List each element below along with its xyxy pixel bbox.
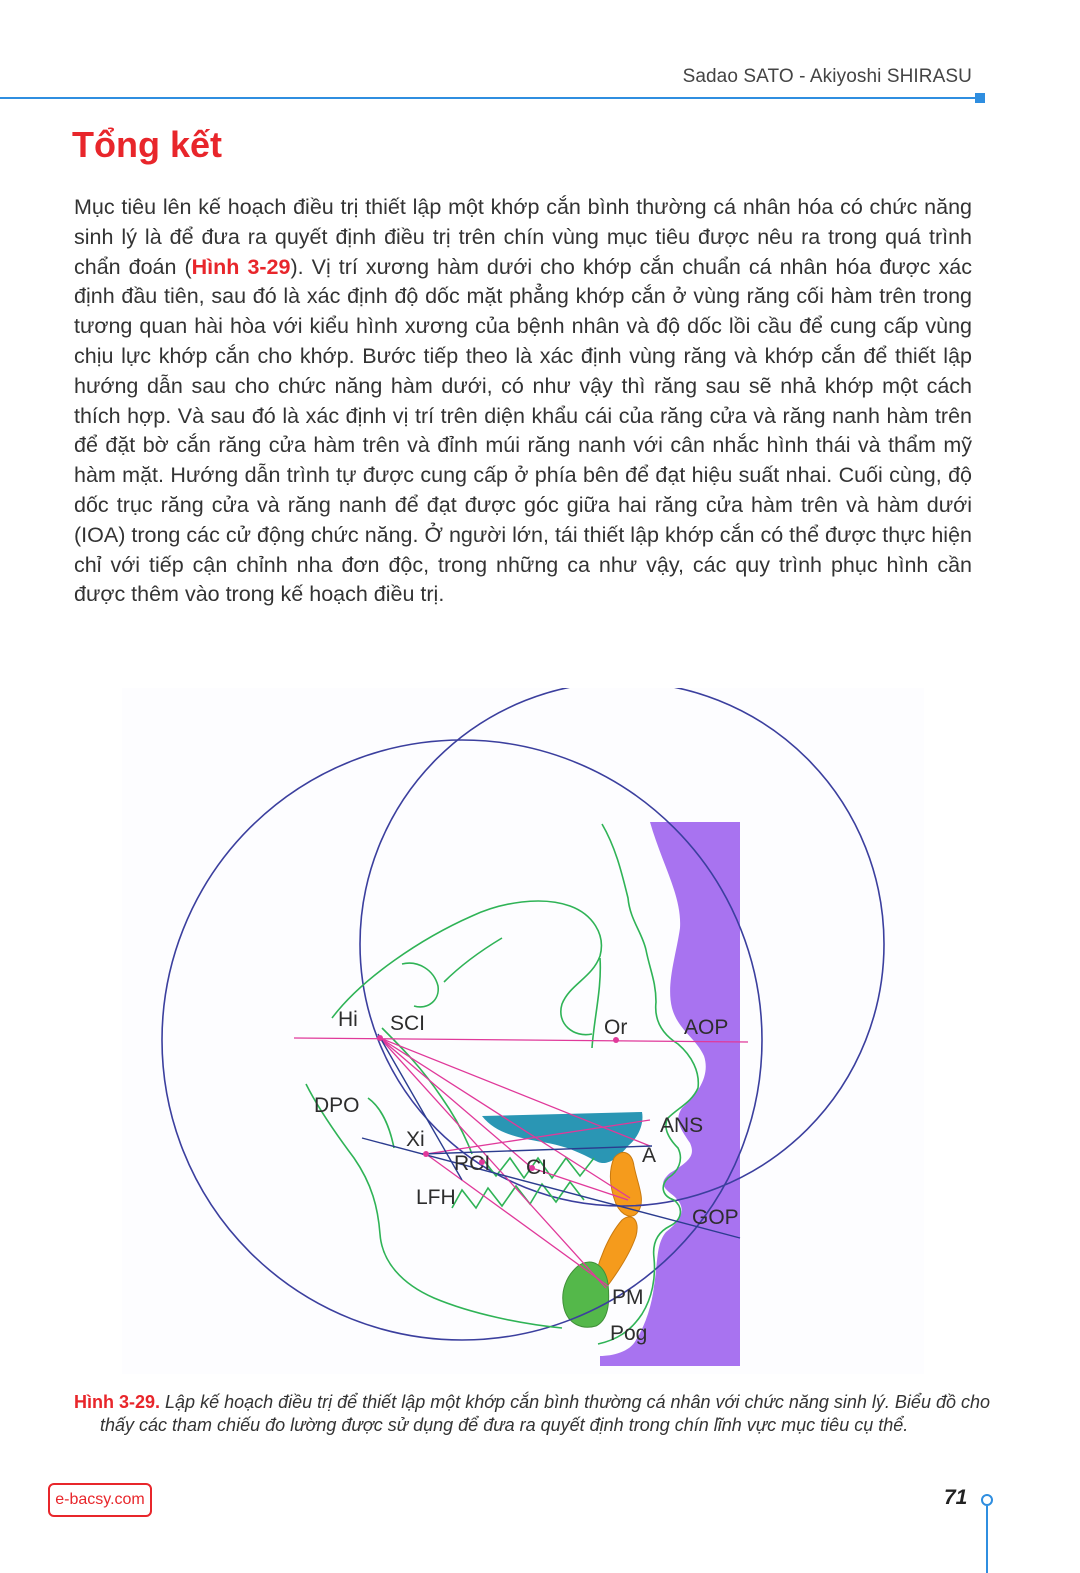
label-hi: Hi	[338, 1008, 358, 1031]
sci-to-pm-line	[380, 1038, 606, 1288]
xi-point	[423, 1151, 429, 1157]
header-square	[975, 93, 985, 103]
cephalometric-diagram	[122, 688, 924, 1374]
sci-point	[377, 1035, 383, 1041]
caption-text: Lập kế hoạch điều trị để thiết lập một khớp cắn bình thường cá nhân với chức năng sinh lý. Biểu đồ cho thấy các tham chiếu đo lường được sử dụng để đưa ra quyết định trong chín lĩnh vực mục tiêu cụ thể.	[100, 1392, 990, 1435]
page-number: 71	[944, 1486, 968, 1509]
label-ans: ANS	[660, 1114, 704, 1137]
symphysis	[563, 1262, 609, 1327]
header-author: Sadao SATO - Akiyoshi SHIRASU	[682, 66, 972, 87]
frankfort-line	[294, 1038, 748, 1042]
sella-outline	[402, 963, 438, 1007]
figure-reference[interactable]: Hình 3-29	[191, 254, 291, 279]
pterygoid-outline	[382, 1028, 472, 1154]
footer-circle	[981, 1494, 993, 1506]
label-gop: GOP	[692, 1206, 739, 1229]
body-text-end: ). Vị trí xương hàm dưới cho khớp cắn chuẩn cá nhân hóa được xác định đầu tiên, sau đó là xác định độ dốc mặt phẳng khớp cắn ở vùng răng cối hàm trên trong tương quan hài hòa với kiểu hình xương của bệnh nhân và độ dốc lồi cầu để cung cấp vùng chịu lực khớp cắn cho khớp. Bước tiếp theo là xác định vùng răng và khớp cắn để thiết lập hướng dẫn sau cho chức năng hàm dưới, có như vậy thì răng sau sẽ nhả khớp một cách thích hợp. Và sau đó là xác định vị trí trên diện khẩu cái của răng cửa và răng nanh hàm trên để đặt bờ cắn răng cửa hàm trên và đỉnh múi răng nanh với cân nhắc hình thái và thẩm mỹ hàm mặt. Hướng dẫn trình tự được cung cấp ở phía bên để đạt hiệu suất nhai. Cuối cùng, độ dốc trục răng cửa và răng nanh để đạt được góc giữa hai răng cửa hàm trên và hàm dưới (IOA) trong các cử động chức năng. Ở người lớn, tái thiết lập khớp cắn có thể được thực hiện chỉ với tiếp cận chỉnh nha đơn độc, trong những ca như vậy, các quy trình phục hình cần được thêm vào trong kế hoạch điều trị.	[74, 254, 973, 607]
figure-caption	[74, 1391, 998, 1437]
label-xi: Xi	[406, 1128, 425, 1151]
skeletal-tracing	[306, 824, 698, 1344]
figure	[122, 688, 924, 1374]
label-or: Or	[604, 1016, 628, 1039]
header-rule	[0, 97, 978, 99]
nasal-outline	[444, 938, 502, 982]
orbit-outline	[592, 958, 600, 1048]
lower-dentition	[452, 1182, 584, 1208]
cranium-outline	[332, 901, 601, 1035]
label-a: A	[642, 1144, 657, 1167]
axis-line	[378, 1034, 462, 1180]
label-ci: CI	[526, 1156, 547, 1179]
label-dpo: DPO	[314, 1094, 360, 1117]
footer-line	[986, 1506, 988, 1573]
body-text-start: Mục tiêu lên kế hoạch điều trị thiết lập một khớp cắn bình thường cá nhân hóa có chức năng sinh lý là để đưa ra quyết định điều trị trên chín vùng mục tiêu được nêu ra trong quá trình chẩn đoán (	[74, 195, 972, 279]
label-aop: AOP	[684, 1016, 729, 1039]
soft-tissue-profile	[600, 822, 740, 1366]
caption-label: Hình 3-29.	[74, 1392, 161, 1412]
label-pog: Pog	[610, 1322, 648, 1345]
body-paragraph	[74, 193, 972, 610]
site-logo[interactable]: e-bacsy.com	[48, 1483, 152, 1517]
label-pm: PM	[612, 1286, 644, 1309]
label-rci: RCI	[454, 1152, 491, 1175]
section-title: Tổng kết	[72, 124, 222, 165]
label-sci: SCI	[390, 1012, 426, 1035]
label-lfh: LFH	[416, 1186, 456, 1209]
